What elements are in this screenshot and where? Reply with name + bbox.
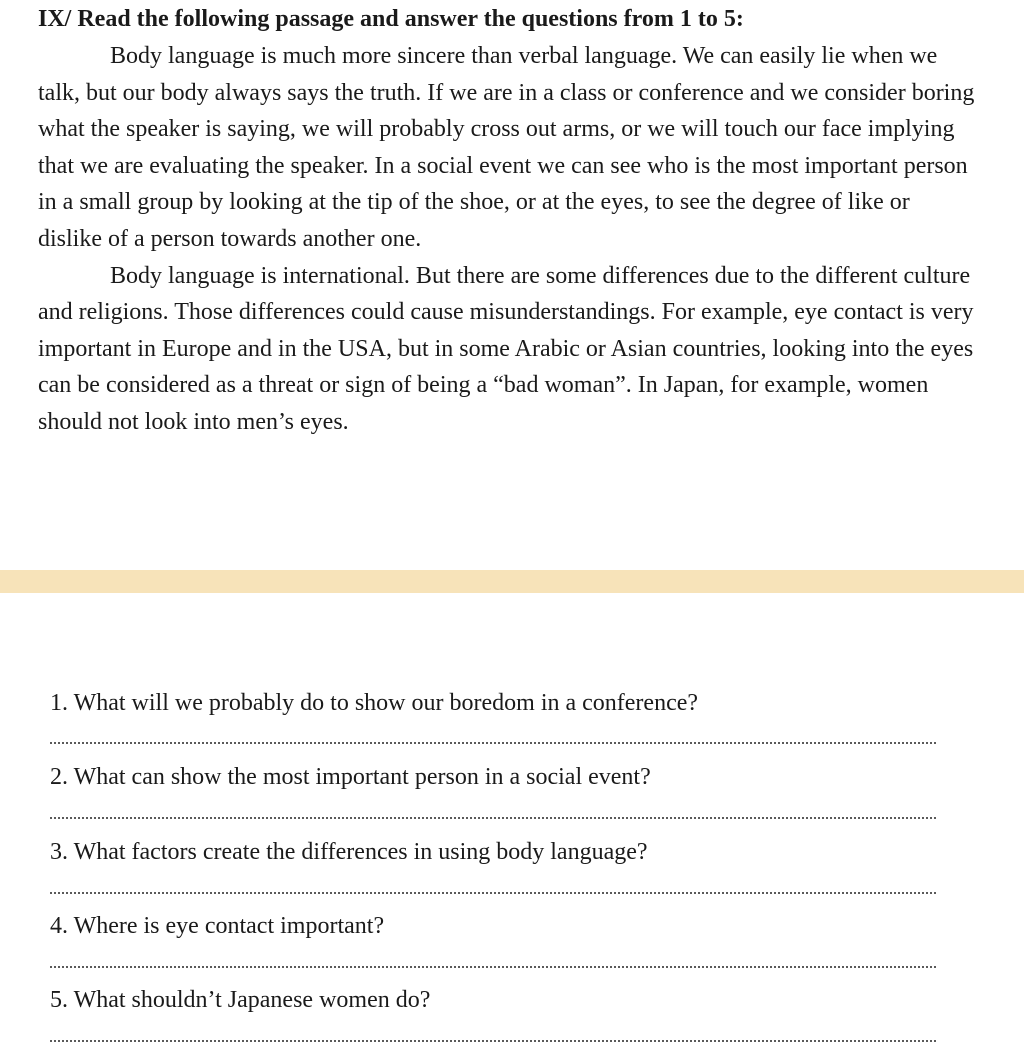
answer-line-1[interactable]	[50, 742, 936, 744]
passage-paragraph-2: Body language is international. But there are some differences due to the different culture and religions. Those differences could cause misunderstandings. For example, eye contact is very important in Europe and in the USA, but in some Arabic or Asian countries, looking into the eyes can be considered as a threat or sign of being a “bad woman”. In Japan, for example, women should not look into men’s eyes.	[38, 262, 974, 435]
answer-line-5[interactable]	[50, 1040, 936, 1042]
answer-line-3[interactable]	[50, 892, 936, 894]
question-1: 1. What will we probably do to show our boredom in a conference?	[50, 690, 699, 716]
passage-paragraph-1: Body language is much more sincere than verbal language. We can easily lie when we talk, but our body always says the truth. If we are in a class or conference and we consider boring what the speaker is saying, we will probably cross out arms, or we will touch our face implying that we are evaluating the speaker. In a social event we can see who is the most important person in a small group by looking at the tip of the shoe, or at the eyes, to see the degree of like or dislike of a person towards another one.	[38, 43, 975, 252]
section-divider	[0, 570, 1024, 593]
question-3: 3. What factors create the differences in using body language?	[50, 839, 648, 865]
question-4: 4. Where is eye contact important?	[50, 913, 385, 939]
answer-line-2[interactable]	[50, 817, 936, 819]
exercise-heading: IX/ Read the following passage and answer the questions from 1 to 5:	[38, 6, 744, 32]
question-5: 5. What shouldn’t Japanese women do?	[50, 987, 431, 1013]
question-2: 2. What can show the most important person in a social event?	[50, 764, 651, 790]
answer-line-4[interactable]	[50, 966, 936, 968]
reading-passage	[38, 38, 978, 441]
